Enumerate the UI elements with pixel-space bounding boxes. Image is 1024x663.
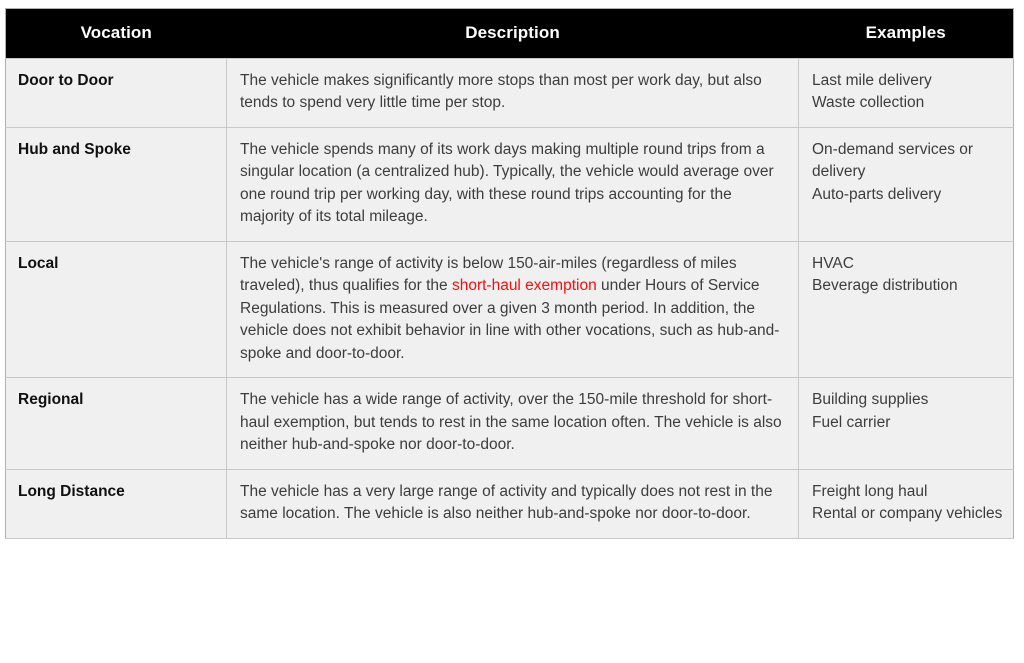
- description-text-continued: under Hours of Service Regulations. This is measured over a given 3 month period. In addition, the vehicle does not exhibit behavior in line with other vocations, such as hub-and-spoke and door-to-door.: [240, 277, 780, 362]
- examples-cell: [799, 378, 1014, 469]
- example-item: Last mile delivery: [812, 72, 932, 89]
- short-haul-exemption-link[interactable]: short-haul exemption: [451, 277, 597, 295]
- vocation-definitions-table: [5, 8, 1014, 539]
- table-row: [6, 241, 1014, 377]
- description-text: The vehicle makes significantly more stops than most per work day, but also tends to spend very little time per stop.: [240, 72, 762, 112]
- example-item: Waste collection: [812, 94, 925, 112]
- vocation-name-cell: Local: [6, 241, 227, 377]
- example-item: Auto-parts delivery: [812, 185, 942, 203]
- table-row: [6, 469, 1014, 538]
- examples-cell: [799, 127, 1014, 241]
- example-item: Beverage distribution: [812, 277, 958, 295]
- examples-cell: [799, 469, 1014, 538]
- table-header-row: [6, 9, 1014, 59]
- table-row: [6, 378, 1014, 469]
- description-cell: [227, 469, 799, 538]
- column-header-vocation: Vocation: [6, 9, 227, 59]
- examples-cell: [799, 59, 1014, 128]
- description-cell: [227, 378, 799, 469]
- example-item: Freight long haul: [812, 482, 928, 500]
- example-item: HVAC: [812, 254, 854, 272]
- table-header: [6, 9, 1014, 59]
- column-header-examples: Examples: [799, 9, 1014, 59]
- example-item: Fuel carrier: [812, 413, 891, 431]
- description-cell: [227, 241, 799, 377]
- description-text: The vehicle's range of activity is below 150-air-miles (regardless of miles traveled), thus qualifies for the: [240, 254, 737, 295]
- description-text: The vehicle has a wide range of activity, over the 150-mile threshold for short-haul exemption, but tends to rest in the same location often. The vehicle is also neither hub-and-spoke nor door-to-door.: [240, 391, 782, 454]
- column-header-description: Description: [227, 9, 799, 59]
- description-text: The vehicle has a very large range of activity and typically does not rest in the same location. The vehicle is also neither hub-and-spoke nor door-to-door.: [240, 482, 773, 523]
- vocation-name-cell: Door to Door: [6, 59, 227, 128]
- example-item: Building supplies: [812, 391, 929, 409]
- description-cell: [227, 127, 799, 241]
- vocation-name-cell: Long Distance: [6, 469, 227, 538]
- example-item: Rental or company vehicles: [812, 505, 1003, 523]
- vocation-name-cell: Hub and Spoke: [6, 127, 227, 241]
- table-body: [6, 59, 1014, 539]
- table-row: [6, 59, 1014, 128]
- examples-cell: [799, 241, 1014, 377]
- table-row: [6, 127, 1014, 241]
- vocation-name-cell: Regional: [6, 378, 227, 469]
- description-text: The vehicle spends many of its work days making multiple round trips from a singular location (a centralized hub). Typically, the vehicle would average over one round trip per working day, with these round trips accounting for the majority of its total mileage.: [240, 140, 774, 226]
- example-item: On-demand services or delivery: [812, 140, 974, 181]
- description-cell: [227, 59, 799, 128]
